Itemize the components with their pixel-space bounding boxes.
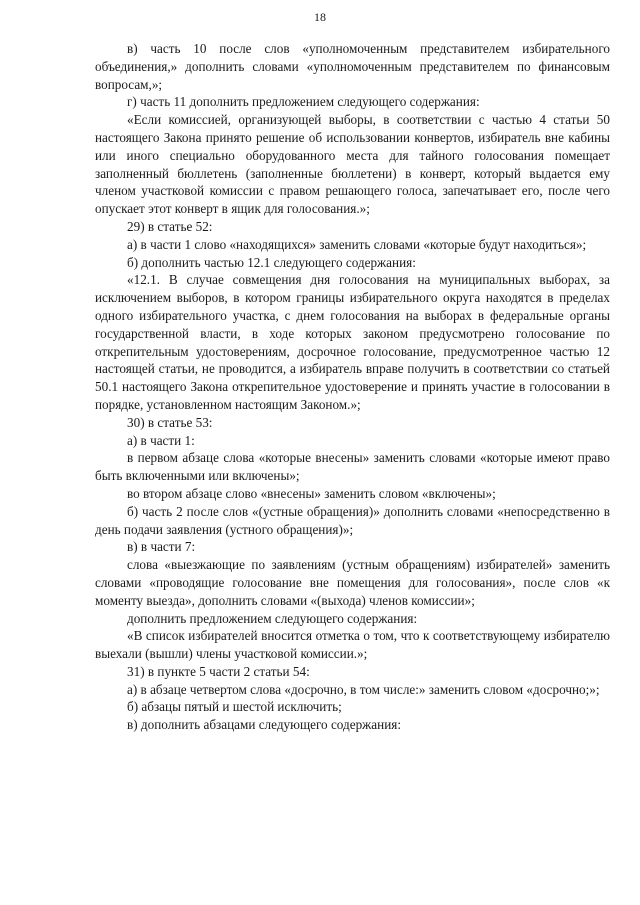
paragraph: слова «выезжающие по заявлениям (устным обращениям) избирателей» заменить словами «проводящие голосование вне помещения для голосования», после слов «к моменту выезда», дополнить словами «(выхода) членов комиссии»; — [95, 557, 610, 608]
paragraph: 31) в пункте 5 части 2 статьи 54: — [127, 663, 310, 679]
paragraph: 30) в статье 53: — [127, 414, 213, 430]
paragraph: г) часть 11 дополнить предложением следующего содержания: — [127, 94, 480, 110]
paragraph: б) дополнить частью 12.1 следующего содержания: — [127, 254, 416, 270]
paragraph: а) в части 1: — [127, 432, 195, 448]
paragraph: «12.1. В случае совмещения дня голосования на муниципальных выборах, за исключением выборов, в котором границы избирательного округа находятся в пределах одного избирательного участка, с днем голосования на выборах в федеральные органы государственной власти, в ходе которых законом предусмотрено голосование по открепительным удостоверениям, досрочное голосование, предусмотренное частью 12 настоящей статьи, не проводится, а избиратель вправе получить в соответствии со статьей 50.1 настоящего Закона открепительное удостоверение и принять участие в голосовании в порядке, установленном настоящим Законом.»; — [95, 272, 610, 412]
paragraph: в первом абзаце слова «которые внесены» заменить словами «которые имеют право быть включенными или включены»; — [95, 450, 610, 484]
paragraph: во втором абзаце слово «внесены» заменить словом «включены»; — [127, 485, 496, 501]
paragraph: в) часть 10 после слов «уполномоченным представителем избирательного объединения,» дополнить словами «уполномоченным представителем по финансовым вопросам,»; — [95, 41, 610, 92]
document-body — [95, 40, 610, 734]
paragraph: б) абзацы пятый и шестой исключить; — [127, 699, 342, 715]
paragraph: в) в части 7: — [127, 539, 196, 555]
page-number: 18 — [314, 10, 326, 24]
paragraph: а) в абзаце четвертом слова «досрочно, в том числе:» заменить словом «досрочно;»; — [127, 681, 600, 697]
paragraph: 29) в статье 52: — [127, 218, 213, 234]
paragraph: б) часть 2 после слов «(устные обращения)» дополнить словами «непосредственно в день подачи заявления (устного обращения)»; — [95, 503, 610, 537]
paragraph: дополнить предложением следующего содержания: — [127, 610, 418, 626]
paragraph: в) дополнить абзацами следующего содержания: — [127, 717, 401, 733]
paragraph: а) в части 1 слово «находящихся» заменить словами «которые будут находиться»; — [127, 236, 587, 252]
paragraph: «Если комиссией, организующей выборы, в соответствии с частью 4 статьи 50 настоящего Закона принято решение об использовании конвертов, избиратель вне кабины или иного специально оборудованного места для тайного голосования помещает заполненный бюллетень (заполненные бюллетени) в конверт, который выдается ему членом участковой комиссии с правом решающего голоса, запечатывает его, после чего опускает этот конверт в ящик для голосования.»; — [95, 112, 610, 217]
paragraph: «В список избирателей вносится отметка о том, что к соответствующему избирателю выехали (вышли) члены участковой комиссии.»; — [95, 628, 610, 662]
